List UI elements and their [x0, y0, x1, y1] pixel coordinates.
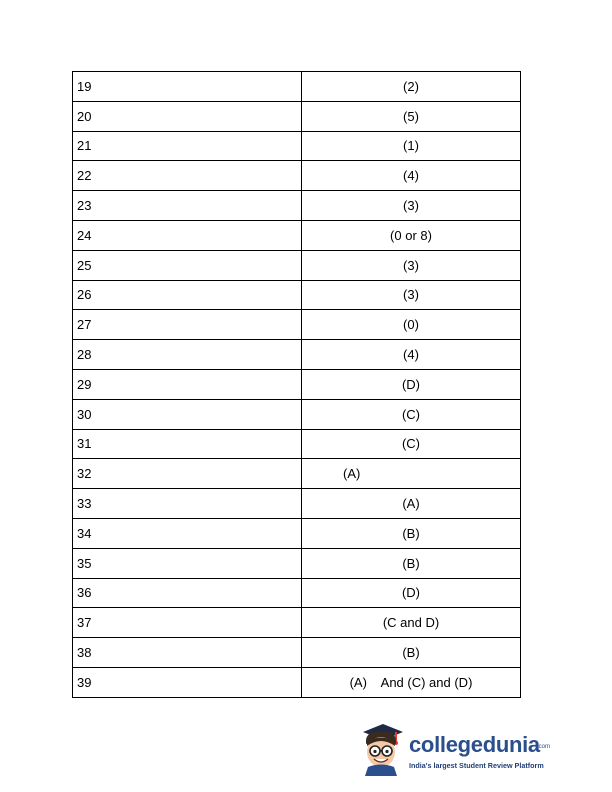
question-number-cell: 21 — [73, 131, 302, 161]
answer-text: (A) — [343, 466, 361, 482]
answer-text: (A) — [402, 496, 420, 512]
answer-cell — [302, 667, 521, 697]
table-row — [73, 608, 521, 638]
table-row — [73, 548, 521, 578]
table-row — [73, 578, 521, 608]
answer-text: (5) — [403, 108, 419, 124]
question-number-cell: 28 — [73, 340, 302, 370]
table-row — [73, 131, 521, 161]
question-number-cell: 32 — [73, 459, 302, 489]
collegedunia-logo — [357, 722, 551, 776]
table-row — [73, 280, 521, 310]
table-row — [73, 429, 521, 459]
answer-cell — [302, 578, 521, 608]
question-number-cell: 31 — [73, 429, 302, 459]
answer-cell — [302, 518, 521, 548]
table-row — [73, 489, 521, 519]
answer-text: (B) — [402, 645, 420, 661]
answer-text: (C) — [401, 406, 421, 422]
table-row — [73, 72, 521, 102]
question-number-cell: 34 — [73, 518, 302, 548]
table-row — [73, 638, 521, 668]
table-row — [73, 191, 521, 221]
brand-domain-suffix: .com — [537, 744, 551, 750]
table-row — [73, 310, 521, 340]
table-row — [73, 369, 521, 399]
answer-text: (4) — [403, 347, 419, 363]
table-row — [73, 340, 521, 370]
question-number-cell: 19 — [73, 72, 302, 102]
question-number-cell: 24 — [73, 220, 302, 250]
table-row — [73, 250, 521, 280]
answer-cell — [302, 250, 521, 280]
question-number-cell: 37 — [73, 608, 302, 638]
answer-cell — [302, 340, 521, 370]
answer-key-body — [73, 72, 521, 698]
answer-text: (3) — [403, 287, 419, 303]
question-number-cell: 25 — [73, 250, 302, 280]
answer-cell — [302, 608, 521, 638]
answer-text: (0 or 8) — [390, 227, 432, 243]
question-number-cell: 35 — [73, 548, 302, 578]
answer-text: (2) — [403, 78, 419, 94]
answer-text: (3) — [403, 198, 419, 214]
question-number-cell: 26 — [73, 280, 302, 310]
answer-cell — [302, 638, 521, 668]
answer-text: (4) — [403, 168, 419, 184]
question-number-cell: 20 — [73, 101, 302, 131]
answer-text: (D) — [401, 376, 421, 392]
answer-text: (0) — [403, 317, 419, 333]
question-number-cell: 23 — [73, 191, 302, 221]
answer-text: (C and D) — [382, 615, 440, 631]
question-number-cell: 29 — [73, 369, 302, 399]
answer-text: (B) — [402, 525, 420, 541]
answer-cell — [302, 459, 521, 489]
answer-cell — [302, 101, 521, 131]
answer-text: (3) — [403, 257, 419, 273]
table-row — [73, 667, 521, 697]
answer-text: (A) And (C) and (D) — [349, 674, 473, 690]
question-number-cell: 30 — [73, 399, 302, 429]
answer-cell — [302, 489, 521, 519]
question-number-cell: 39 — [73, 667, 302, 697]
answer-text: (D) — [401, 585, 421, 601]
answer-cell — [302, 72, 521, 102]
question-number-cell: 36 — [73, 578, 302, 608]
answer-cell — [302, 191, 521, 221]
answer-text: (1) — [403, 138, 419, 154]
answer-cell — [302, 161, 521, 191]
answer-key-table — [72, 71, 521, 698]
table-row — [73, 161, 521, 191]
brand-tagline: India's largest Student Review Platform — [409, 761, 544, 770]
table-row — [73, 101, 521, 131]
answer-text: (C) — [401, 436, 421, 452]
answer-cell — [302, 399, 521, 429]
answer-text: (B) — [402, 555, 420, 571]
answer-cell — [302, 220, 521, 250]
answer-cell — [302, 131, 521, 161]
answer-cell — [302, 369, 521, 399]
answer-cell — [302, 280, 521, 310]
table-row — [73, 518, 521, 548]
answer-cell — [302, 548, 521, 578]
brand-name: collegedunia — [409, 732, 540, 757]
question-number-cell: 38 — [73, 638, 302, 668]
answer-cell — [302, 429, 521, 459]
table-row — [73, 459, 521, 489]
question-number-cell: 27 — [73, 310, 302, 340]
table-row — [73, 399, 521, 429]
question-number-cell: 22 — [73, 161, 302, 191]
question-number-cell: 33 — [73, 489, 302, 519]
answer-cell — [302, 310, 521, 340]
table-row — [73, 220, 521, 250]
student-mascot-icon — [357, 722, 405, 776]
